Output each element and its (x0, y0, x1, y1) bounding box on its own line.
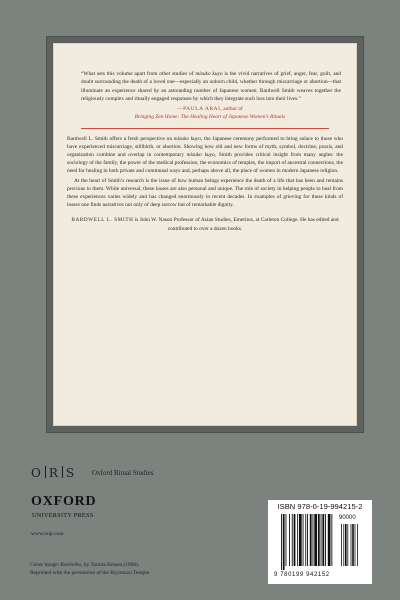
barcode-addon-bar (355, 524, 356, 566)
panel-content (67, 70, 343, 413)
publisher-url: www.oup.com (31, 531, 64, 537)
barcode-bar (331, 514, 332, 566)
book-description (67, 135, 343, 210)
barcode-bar (286, 514, 287, 566)
series-logo: O R S (31, 466, 76, 480)
barcode-bar (314, 514, 317, 566)
barcode-bar (292, 514, 293, 566)
quote-term: mizuko kuyo (195, 71, 223, 77)
author-bio: BARDWELL L. SMITH is John W. Nason Professor of Asian Studies, Emeritus, at Carleton College. He has edited and contributed to over a dozen books. (71, 217, 339, 232)
barcode-addon-bar (345, 524, 347, 566)
barcode-bar (281, 514, 282, 570)
author-name: BARDWELL L. SMITH (71, 217, 134, 224)
barcode-bar (297, 514, 298, 566)
barcode-addon-bar (341, 524, 342, 566)
endorser-name: —PAULA ARAI (177, 106, 221, 113)
barcode-icon (281, 514, 367, 570)
series-name: Oxford Ritual Studies (92, 469, 154, 477)
barcode-bar (305, 514, 306, 566)
barcode-addon-bar (357, 524, 358, 566)
barcode-digits: 9 780199 942152 (274, 572, 330, 578)
barcode-bar (328, 514, 331, 566)
barcode-bar (310, 514, 312, 566)
barcode-bar (313, 514, 314, 566)
cover-credit: Cover image: Karitetho, by Tomita Keisen (1908). Reprinted with the permission of the Kiyomizu Temple. (30, 562, 151, 576)
isbn-label: ISBN 978-0-19-994215-2 (277, 502, 363, 511)
barcode-bar (325, 514, 326, 566)
barcode-bar (299, 514, 302, 566)
barcode-bar (283, 514, 285, 570)
publisher-logo: OXFORD (31, 494, 97, 509)
barcode-addon: 90000 (339, 515, 356, 521)
barcode-bar (289, 514, 290, 566)
barcode-bar (318, 514, 320, 566)
barcode-bar (307, 514, 308, 566)
endorsement-quote: “What sets this volume apart from other studies of mizuko kuyo is the vivid narratives of grief, anger, fear, guilt, and doubt surrounding the death of a loved one—especially an unborn child, whether through miscarriage or abortion—that illuminate an experience shared by an astounding number of Japanese women. Bardwell Smith weaves together the religiously complex and ritually engaged responses by which they integrate such loss into their lives.” (81, 71, 341, 102)
text-panel (53, 43, 357, 426)
barcode-bar (303, 514, 304, 566)
description-paragraph-1: Bardwell L. Smith offers a fresh perspective on mizuko kuyo, the Japanese ceremony performed to bring solace to those who have experienced miscarriage, stillbirth, or abortion. Showing how old and new forms of myth, symbol, doctrine, praxis, and organization combine and overlap in contemporary mizuko kuyo, Smith provides critical insight from many angles: the sociology of the family, the power of the medical profession, the economics of temples, the import of ancestral connections, the need for healing in both private and communal ways and, perhaps above all, the place of women in modern Japanese religion. (67, 135, 344, 175)
publisher-subtitle: UNIVERSITY PRESS (32, 512, 94, 519)
text-frame (46, 36, 364, 433)
barcode-addon-bar (352, 524, 354, 566)
barcode-bar (294, 514, 296, 566)
endorsement-attribution: —PAULA ARAI, author of Bringing Zen Home: The Healing Heart of Japanese Women’s Rituals (134, 106, 286, 121)
barcode-bar (321, 514, 322, 566)
divider-rule (81, 128, 329, 129)
description-paragraph-2: At the heart of Smith’s research is the issue of how human beings experience the death of a life that has been and remains precious to them. While universal, these losses are also personal and unique. The role of society in helping people to heal from these experiences varies widely and has changed enormously in recent decades. In examples of grieving for these kinds of losses one finds narratives not only of deep sorrow but of remarkable dignity. (67, 177, 343, 209)
endorser-book: Bringing Zen Home: The Healing Heart of Japanese Women’s Rituals (134, 114, 286, 121)
barcode-bar (322, 514, 324, 566)
barcode-addon-bar (351, 524, 352, 566)
barcode-addon-bar (343, 524, 344, 566)
barcode-addon-bar (347, 524, 348, 566)
